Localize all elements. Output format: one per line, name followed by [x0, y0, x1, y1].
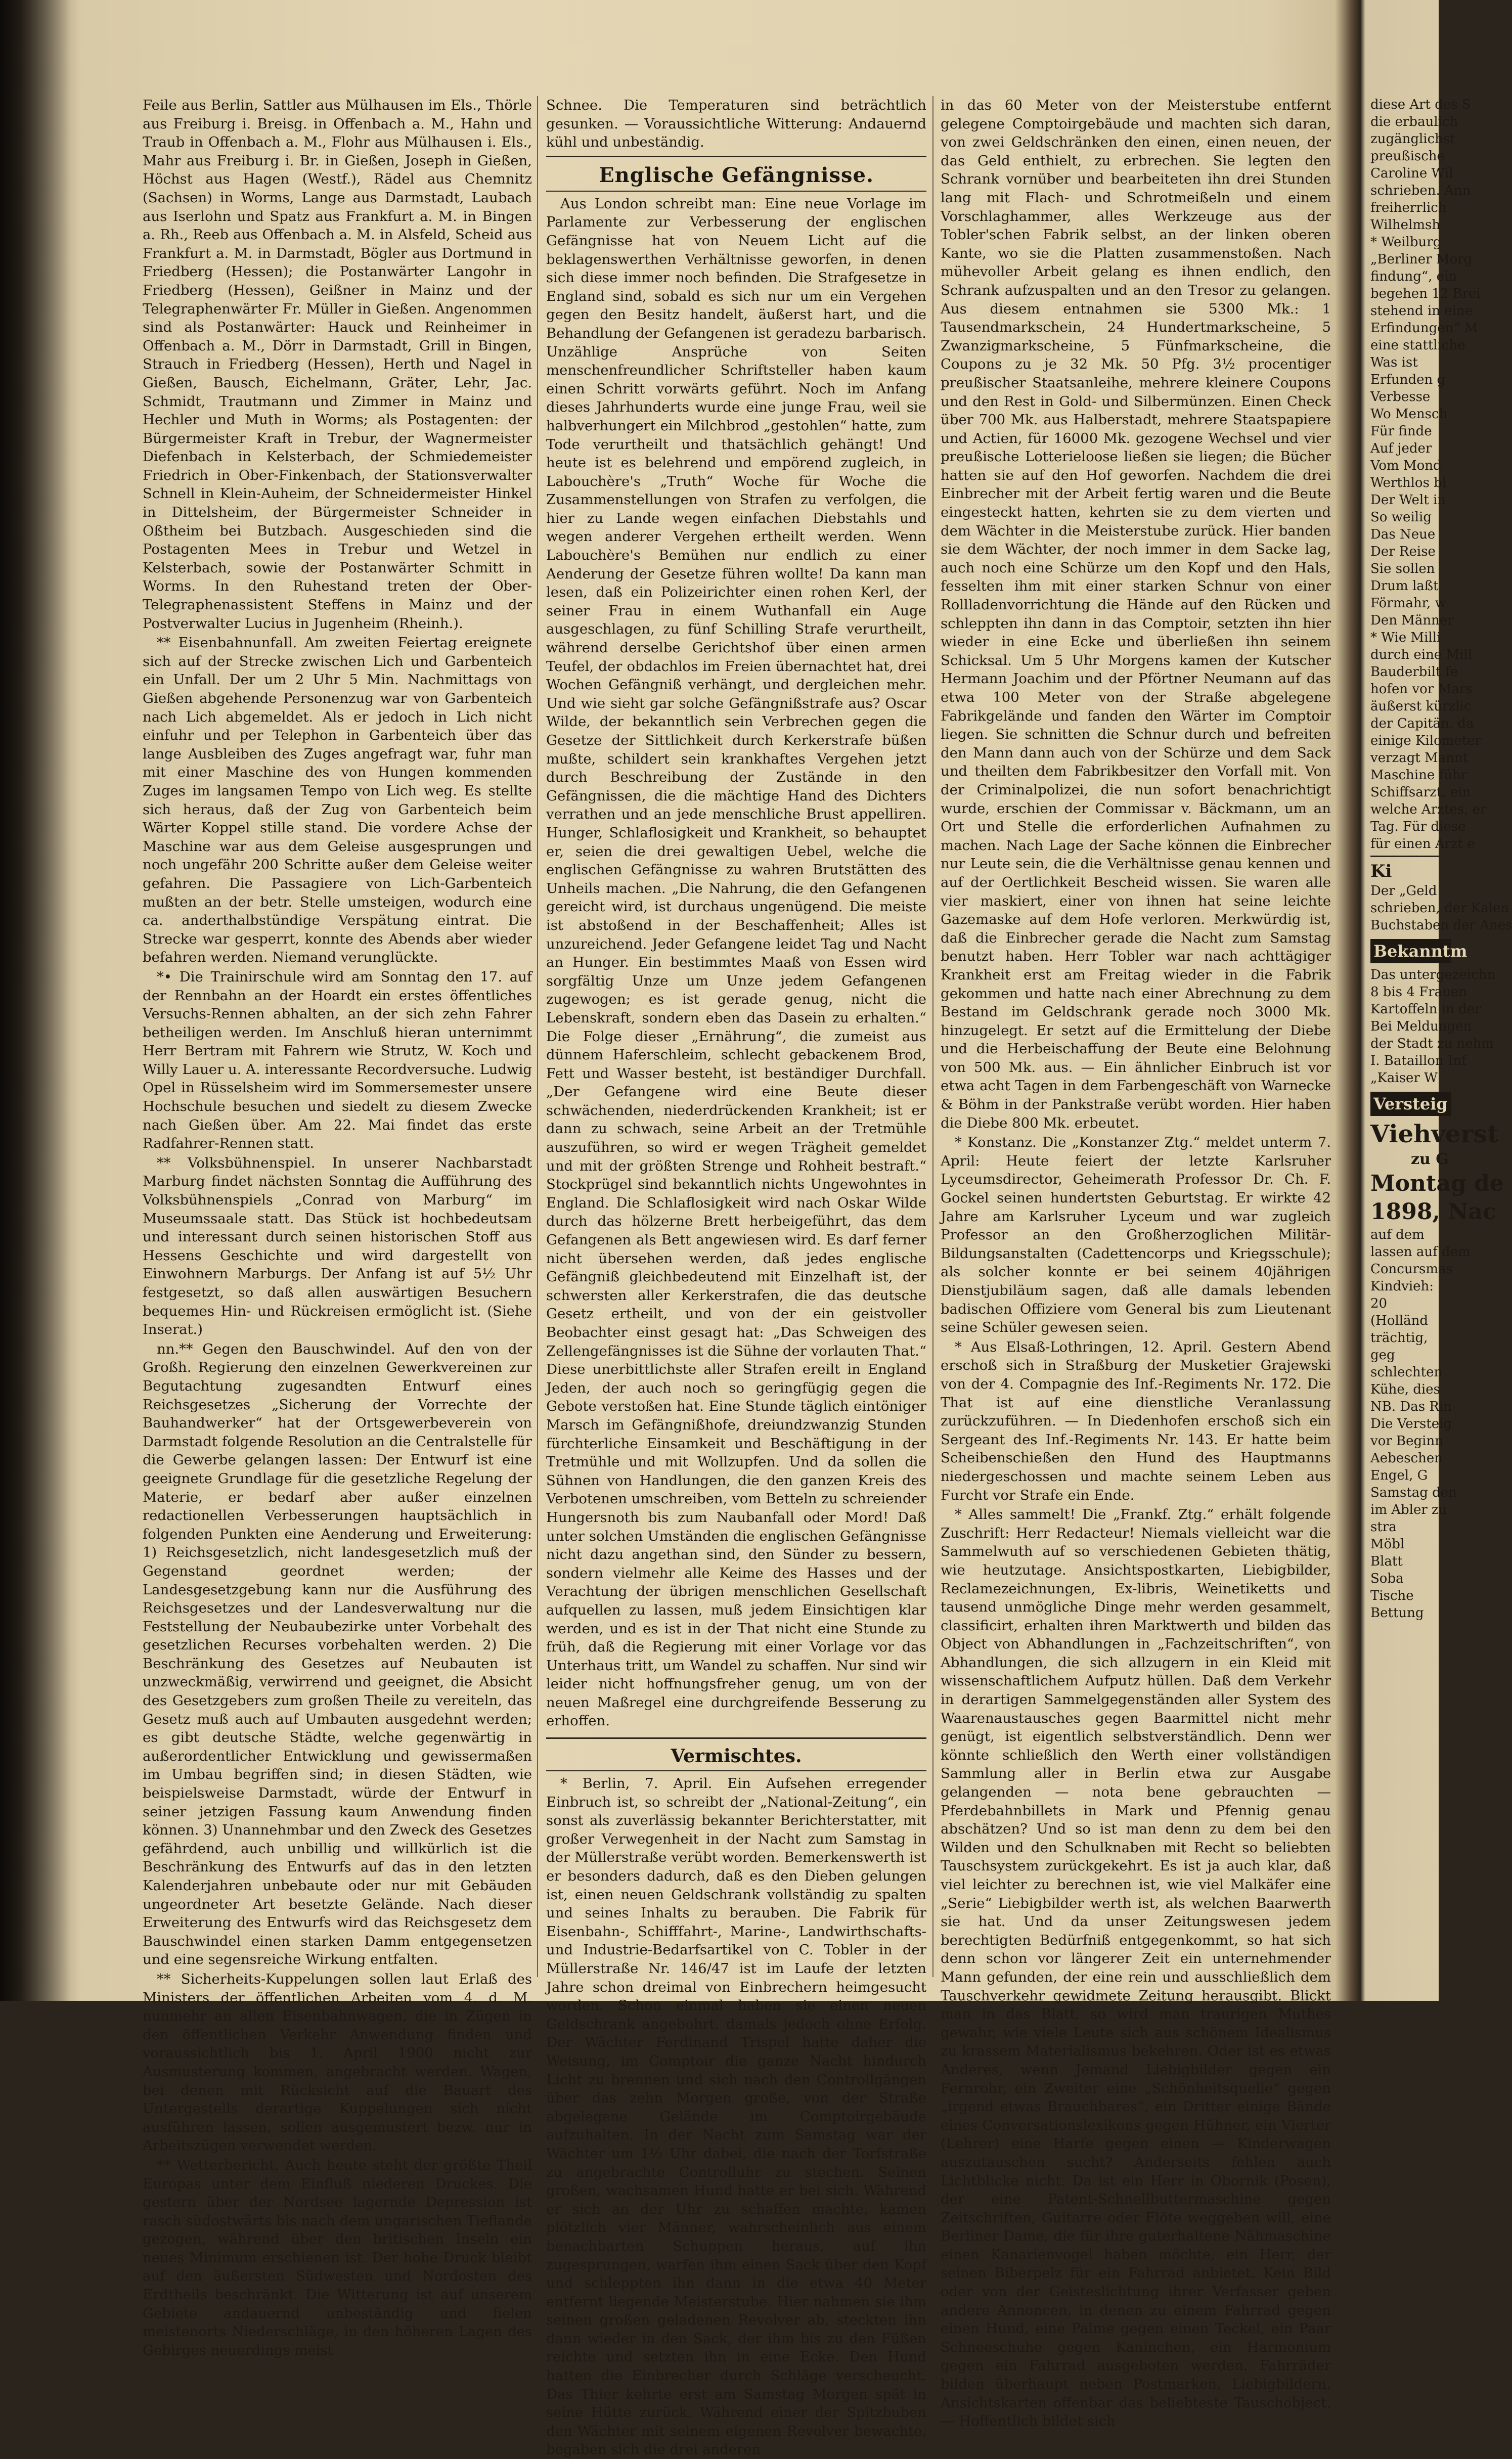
column-rule-1: [537, 96, 538, 1977]
edge-line: * Wie Milli: [1370, 630, 1441, 645]
edge-line: Vom Mond: [1370, 458, 1442, 473]
paragraph-construction-fraud: nn.** Gegen den Bauschwindel. Auf den von der Großh. Regierung den einzelnen Gewerkvereinen zur Begutachtung zugesandten Entwurf eines Reichsgesetzes „Sicherung der Vorrechte der Bauhandwerker“ hat der Ortsgewerbeverein von Darmstadt folgende Resolution an die Centralstelle für die Gewerbe gelangen lassen: Der Entwurf ist eine geeignete Grundlage für die gesetzliche Regelung der Materie, er bedarf aber außer einzelnen redactionellen Verbesserungen hauptsächlich in folgenden Punkten eine Aenderung und Erweiterung: 1) Reichsgesetzlich, nicht landesgesetzlich muß der Gegenstand geordnet werden; der Landesgesetzgebung kann nur die Ausführung des Reichsgesetzes und der Landesverwaltung nur die Feststellung der Neubaubezirke unter Vorbehalt des gesetzlichen Recurses vorbehalten werden. 2) Die Beschränkung des Gesetzes auf Neubauten ist unzweckmäßig, verwirrend und geeignet, die Absicht des Gesetzgebers zum großen Theile zu vereiteln, das Gesetz muß auch auf Umbauten ausgedehnt werden; es gibt deutsche Städte, welche gegenwärtig in außerordentlicher Entwicklung und gewissermaßen im Umbau begriffen sind; in diesen Städten, wie beispielsweise Darmstadt, würde der Entwurf in seiner jetzigen Fassung kaum Anwendung finden können. 3) Unannehmbar und den Zweck des Gesetzes gefährdend, auch unbillig und willkürlich ist die Beschränkung des Entwurfs auf das in den letzten Kalenderjahren unbebaute oder nur mit Gebäuden ungeordneter Art besetzte Gelände. Nach dieser Erweiterung des Entwurfs wird das Reichsgesetz dem Bauschwindel einen starken Damm entgegensetzen und eine segensreiche Wirkung entfalten.: [143, 1340, 532, 1968]
column-4-edge: [1370, 96, 1512, 1987]
edge-line: schrieben, der Kalen: [1370, 901, 1509, 916]
edge-line: Den Männer: [1370, 613, 1454, 628]
edge-line: Erfindungen“ M: [1370, 321, 1478, 336]
edge-line: Das untergezeichn: [1370, 967, 1496, 982]
edge-line: Soba: [1370, 1571, 1404, 1586]
edge-line: Für finde: [1370, 424, 1432, 439]
column-2: [546, 96, 926, 2458]
edge-line: stra: [1370, 1519, 1397, 1535]
edge-big-at: zu G: [1411, 1150, 1449, 1168]
heading-underline: [546, 191, 926, 192]
edge-line: verzagt Mannt: [1370, 750, 1469, 766]
heading-underline: [546, 1770, 926, 1771]
edge-big-livestock: Viehverst: [1370, 1120, 1498, 1148]
edge-notice-1: [1370, 966, 1496, 1087]
edge-line: lassen auf dem: [1370, 1244, 1471, 1260]
edge-line: der Stadt zu nehm: [1370, 1036, 1494, 1051]
edge-line: findung“, ein: [1370, 269, 1457, 284]
edge-line: Drum laßt: [1370, 578, 1439, 594]
page-gutter-shadow: [0, 0, 81, 2001]
paragraph-burglary-continued: in das 60 Meter von der Meisterstube entfernt gelegene Comptoirgebäude und machten sich daran, von zwei Geldschränken den einen, einen neuen, der das Geld enthielt, zu erbrechen. Sie legten den Schrank vornüber und bearbeiteten ihn drei Stunden lang mit Flach- und Schrotmeißeln und einem Vorschlaghammer, alles Werkzeuge aus der Tobler'schen Fabrik selbst, an der linken oberen Kante, wo sie die Platten zusammenstoßen. Nach mühevoller Arbeit gelang es ihnen endlich, den Schrank aufzuspalten und an den Tresor zu gelangen. Aus diesem entnahmen sie 5300 Mk.: 1 Tausendmarkschein, 24 Hundertmarkscheine, 5 Zwanzigmarkscheine, 5 Fünfmarkscheine, die Coupons zu je 32 Mk. 50 Pfg. 3½ procentiger preußischer Staatsanleihe, mehrere kleinere Coupons und den Rest in Gold- und Silbermünzen. Einen Check über 700 Mk. aus Halberstadt, mehrere Staatspapiere und Actien, für 16000 Mk. gezogene Wechsel und vier preußische Lotterieloose ließen sie liegen; die Bücher hatten sie auf den Hof geworfen. Nachdem die drei Einbrecher mit der Arbeit fertig waren und die Beute eingesteckt hatten, kehrten sie zu dem vierten und dem Wächter in die Meisterstube zurück. Hier banden sie dem Wächter, der noch immer in dem Sacke lag, auch noch eine Schürze um den Kopf und den Hals, fesselten ihm mit einer starken Schnur von einer Rollladenvorrichtung die Hände auf den Rücken und schleppten ihn dann in das Comptoir, setzten ihn hier wieder in eine Ecke und überließen ihn seinem Schicksal. Um 5 Uhr Morgens kamen der Kutscher Hermann Joachim und der Pförtner Neumann auf das etwa 100 Meter von der Straße abgelegene Fabrikgelände und fanden den Wärter im Comptoir liegen. Sie schnitten die Schnur durch und befreiten den Mann dann auch von der Schürze und dem Sack und theilten dem Fabrikbesitzer den Vorfall mit. Von der Criminalpolizei, die nun sofort benachrichtigt wurde, erschien der Commissar v. Bäckmann, um an Ort und Stelle die erforderlichen Aufnahmen zu machen. Nach Lage der Sache können die Einbrecher nur Leute sein, die die Verhältnisse genau kennen und auf der Oertlichkeit Bescheid wissen. Sie waren alle vier maskiert, einer von ihnen hat seine leichte Gazemaske auf dem Hofe verloren. Merkwürdig ist, daß die Einbrecher gerade die Nacht zum Samstag benutzt haben. Herr Tobler war nach achttägiger Krankheit erst am Freitag wieder in die Fabrik gekommen und hatte nach einer Abrechnung zu dem Bestand im Geldschrank gerade noch 3000 Mk. hinzugelegt. Er setzt auf die Ermittelung der Diebe und die Herbeischaffung der Beute eine Belohnung von 500 Mk. aus. — Ein ähnlicher Einbruch ist vor etwa acht Tagen in dem Farbengeschäft von Warnecke & Böhm in der Pankstraße verübt worden. Hier haben die Diebe 800 Mk. erbeutet.: [941, 97, 1331, 1131]
paragraph-safety-couplings: ** Sicherheits-Kuppelungen sollen laut Erlaß des Ministers der öffentlichen Arbeiten vom 4. d. M. nunmehr an allen Eisenbahnwagen, die in Zügen in den öffentlichen Verkehr Anwendung finden und voraussichtlich bis 1. April 1900 nicht zur Ausmusterung kommen, angebracht werden. Wagen, bei denen mit Rücksicht auf die Bauart des Untergestells derartige Kuppelungen sich nicht ausführen lassen, sollen ausgemustert bezw. nur in Arbeitszügen verwendet werden.: [143, 1971, 532, 2154]
edge-notice-2: [1370, 1226, 1471, 1622]
edge-line: Wilhelmsh: [1370, 217, 1441, 233]
edge-line: äußerst kürzlic: [1370, 699, 1472, 714]
edge-line: Tag. Für diese: [1370, 819, 1466, 834]
edge-line: der Capitän, da: [1370, 716, 1474, 731]
edge-line: geg: [1370, 1348, 1395, 1363]
edge-line: Was ist: [1370, 355, 1418, 370]
paragraph-weather-continued: Schnee. Die Temperaturen sind beträchtlich gesunken. — Voraussichtliche Witterung: Andauernd kühl und unbeständig.: [546, 97, 926, 151]
edge-line: 8 bis 4 Frauen: [1370, 985, 1467, 1000]
edge-line: 20: [1370, 1296, 1388, 1311]
paragraph-alsace-lorraine: * Aus Elsaß-Lothringen, 12. April. Gestern Abend erschoß sich in Straßburg der Musketier Grajewski von der 4. Compagnie des Inf.-Regiments Nr. 172. Die That ist auf eine dienstliche Veranlassung zurückzuführen. — In Diedenhofen erschoß sich ein Sergeant des Inf.-Regiments Nr. 143. Er hatte beim Scheibenschießen den Hund des Hauptmanns niedergeschossen und machte seinem Leben aus Furcht vor Strafe ein Ende.: [941, 1338, 1331, 1503]
edge-line: Tische: [1370, 1588, 1414, 1603]
edge-line: Wo Mensch: [1370, 407, 1448, 422]
edge-line: hofen vor Mars: [1370, 682, 1473, 697]
edge-line: durch eine Mill: [1370, 647, 1473, 662]
edge-line: Kartoffeln in der: [1370, 1002, 1481, 1017]
edge-text-lines: [1370, 96, 1487, 853]
edge-line: die erbaulich: [1370, 114, 1458, 129]
edge-line: freiherrlich: [1370, 200, 1447, 215]
edge-line: Auf jeder: [1370, 441, 1432, 456]
edge-big-monday: Montag de: [1370, 1171, 1504, 1196]
edge-line: Buchstaben der Anes: [1370, 918, 1512, 933]
edge-line: preußische: [1370, 149, 1445, 164]
edge-line: Maschine führ: [1370, 768, 1467, 783]
edge-line: Der Welt in: [1370, 493, 1446, 508]
section-divider: [546, 156, 926, 157]
edge-line: Bauderbilt fe: [1370, 664, 1458, 680]
edge-line: Der Reise: [1370, 544, 1436, 559]
edge-line: Werthlos bl: [1370, 475, 1447, 490]
edge-line: für einen Arzt e: [1370, 836, 1475, 852]
edge-line: Engel, G: [1370, 1468, 1428, 1483]
edge-banner-auction: Versteig: [1370, 1092, 1451, 1116]
edge-line: schrieben. Ann: [1370, 183, 1471, 198]
edge-line: Sie sollen: [1370, 561, 1435, 576]
paragraph-railway-accident: ** Eisenbahnunfall. Am zweiten Feiertag ereignete sich auf der Strecke zwischen Lich und Garbenteich ein Unfall. Der um 2 Uhr 5 Min. Nachmittags von Gießen abgehende Personenzug war von Garbenteich nach Lich abgemeldet. Als er jedoch in Lich nicht einfuhr und per Telephon in Garbenteich über das lange Ausbleiben des Zuges angefragt war, fuhr man mit einer Maschine des von Hungen kommenden Zuges im langsamen Tempo von Lich weg. Es stellte sich heraus, daß der Zug von Garbenteich beim Wärter Koppel stille stand. Die vordere Achse der Maschine war aus dem Geleise ausgesprungen und noch ungefähr 200 Schritte außer dem Geleise weiter gefahren. Die Passagiere von Lich-Garbenteich mußten an der betr. Stelle umsteigen, wodurch eine ca. anderthalbstündige Verspätung eintrat. Die Strecke war gesperrt, konnte des Abends aber wieder befahren werden. Niemand verunglückte.: [143, 635, 532, 966]
column-rule-2: [932, 96, 933, 1977]
edge-line: Bei Meldungen: [1370, 1019, 1472, 1034]
edge-line: Verbesse: [1370, 389, 1431, 405]
edge-line: Schiffsarzt, ein: [1370, 785, 1471, 800]
edge-line: Förmahr, w: [1370, 596, 1446, 611]
edge-line: Die Versteig: [1370, 1416, 1452, 1432]
edge-line: NB. Das Rin: [1370, 1399, 1452, 1414]
paragraph-training-school: *• Die Trainirschule wird am Sonntag den 17. auf der Rennbahn an der Hoardt ein erstes öffentliches Versuchs-Rennen abhalten, an der sich zehn Fahrer betheiligen werden. Im Anschluß hieran unternimmt Herr Bertram mit Fahrern wie Strutz, W. Koch und Willy Lauer u. A. interessante Recordversuche. Ludwig Opel in Rüsselsheim wird im Sommersemester unsere Hochschule besuchen und siedelt zu diesem Zwecke nach Gießen über. Am 22. Mai findet das erste Radfahrer-Rennen statt.: [143, 968, 532, 1152]
edge-line: Erfunden g: [1370, 372, 1446, 387]
paragraph-everyone-collects: * Alles sammelt! Die „Frankf. Ztg.“ erhält folgende Zuschrift: Herr Redacteur! Niemals vielleicht war die Sammelwuth auf so verschiedenen Gebieten thätig, wie heutzutage. Ansichtspostkarten, Liebigbilder, Reclamezeichnungen, Ex-libris, Weinetiketts und tausend unmögliche Dinge mehr werden gesammelt, classificirt, erhalten ihren Marktwerth und bilden das Object von Abhandlungen in „Fachzeitschriften“, von Abhandlungen, die sich allzugern in ein Kleid mit wissenschaftlichem Aufputz hüllen. Daß dem Verkehr in derartigen Sammelgegenständen aller System des Waarenaustausches gegen Baarmittel nicht mehr genügt, ist eigentlich selbstverständlich. Denn wer könnte schließlich den Werth einer vollständigen Sammlung aller in Berlin etwa zur Ausgabe gelangenden — nota bene gebrauchten — Pferdebahnbillets in Mark und Pfennig genau abschätzen? Und so ist man denn zu dem bei den Wilden und den Schulknaben mit Recht so beliebten Tauschsystem zurückgekehrt. Es ist ja auch klar, daß viel leichter zu berechnen ist, wie viel Malkäfer eine „Serie“ Liebigbilder werth ist, als welchen Baarwerth sie hat. Und da unser Zeitungswesen jedem berechtigten Bedürfniß entgegenkommt, so hat sich denn schon vor längerer Zeit ein unternehmender Mann gefunden, der eine rein und ausschließlich dem Tauschverkehr gewidmete Zeitung herausgibt. Blickt man in das Blatt, so wird man traurigen Muthes gewahr, wie viele Leute sich aus schönem Idealismus zu krassem Materialismus bekehren. Oder ist es etwas Anderes, wenn Jemand Liebigbilder gegen ein Fernrohr, ein Zweiter eine „Schönheitsquelle“ gegen „irgend etwas Brauchbares“, ein Dritter einige Bände eines Conversationslexikons gegen Hühner, ein Vierter (Lehrer) eine Harfe gegen einen — Kinderwagen auszutauschen sucht? Anderseits fehlen auch Lichtblicke nicht. Da ist ein Herr in Obornik (Posen), der eine Patent-Schnellbuttermaschine gegen Zeitschriften, Guitarre oder Flöte weggeben will, eine Berliner Dame, die für ihre guterhaltene Nähmaschine einen Kanarienvogel haben möchte, ein Herr, der seinen Biberpelz für ein Fahrrad anbietet. Kein Bild oder von der Geisteslichtung ihrer Verfasser geben andere Annoncen, in denen zu einem Fahrrad gegen einen Hund, eine Palme gegen einen Teckel, ein Paar Schneeschuhe gegen Kaninchen, ein Harmonium gegen ein Fahrrad ausgeboten werden. Fahrräder bilden überhaupt neben Postmarken, Liebigbildern, Ansichtskarten offenbar das beliebteste Tauschobject. — Hoffentlich bildet sich: [941, 1506, 1331, 2430]
edge-line: So weilig: [1370, 510, 1432, 525]
edge-line: schlechten: [1370, 1365, 1443, 1380]
edge-line: Möbl: [1370, 1537, 1405, 1552]
edge-line: Samstag den: [1370, 1485, 1457, 1500]
edge-line: trächtig,: [1370, 1330, 1428, 1346]
edge-heading-k: Ki: [1370, 861, 1392, 881]
edge-line: Kühe, dies: [1370, 1382, 1440, 1397]
edge-line: welche Arztes, er: [1370, 802, 1487, 817]
heading-english-prisons: Englische Gefängnisse.: [599, 163, 874, 187]
edge-big-year: 1898, Nac: [1370, 1199, 1496, 1225]
edge-line: Concursmas: [1370, 1262, 1453, 1277]
paragraph-postal-staff: Feile aus Berlin, Sattler aus Mülhausen im Els., Thörle aus Freiburg i. Breisg. in Offenbach a. M., Hahn und Traub in Offenbach a. M., Flohr aus Mülhausen i. Els., Mahr aus Freiburg i. Br. in Gießen, Joseph in Gießen, Höchst aus Hagen (Westf.), Rädel aus Chemnitz (Sachsen) in Worms, Lange aus Darmstadt, Laubach aus Iserlohn und Spatz aus Frankfurt a. M. in Bingen a. Rh., Reeb aus Offenbach a. M. in Alsfeld, Scheid aus Frankfurt a. M. in Darmstadt, Bögler aus Dortmund in Friedberg (Hessen); die Postanwärter Langohr in Friedberg (Hessen), Geißner in Mainz und der Telegraphenwärter Fr. Müller in Gießen. Angenommen sind als Postanwärter: Hauck und Reinheimer in Offenbach a. M., Dörr in Darmstadt, Grill in Bingen, Strauch in Friedberg (Hessen), Herth und Nagel in Gießen, Bausch, Eichelmann, Gräter, Lehr, Jac. Schmidt, Trautmann und Zimmer in Mainz und Hechler und Muth in Worms; als Postagenten: der Bürgermeister Kraft in Trebur, der Wagnermeister Diefenbach in Kelsterbach, der Schmiedemeister Friedrich in Ober-Finkenbach, der Stationsverwalter Schnell in Klein-Auheim, der Schneidermeister Hinkel in Dittelsheim, der Bürgermeister Schneider in Oßtheim bei Butzbach. Ausgeschieden sind die Postagenten Mees in Trebur und Wetzel in Kelsterbach, sowie der Postanwärter Schmitt in Worms. In den Ruhestand treten der Ober-Telegraphenassistent Steffens in Mainz und der Postverwalter Lucius in Jugenheim (Rheinh.).: [143, 97, 532, 632]
edge-line: Blatt: [1370, 1554, 1403, 1569]
edge-sub-k-lines: [1370, 882, 1512, 934]
paragraph-weather-report: ** Wetterbericht. Auch heute steht der größte Theil Europas unter dem Einfluß niederen Druckes. Die gestern über der Nordsee lagernde Depression ist rasch südostwärts bis nach dem ungarischen Tieflande gezogen, während über den britischen Inseln ein neues Minimum erschienen ist. Der hohe Druck bleibt auf den äußersten Südwesten und Nordosten des Erdtheils beschränkt. Die Witterung ist auf unserem Gebiete andauernd unbeständig und fielen meistenorts Niederschläge, in den höheren Lagen des Gebirges neuerdings meist: [143, 2157, 532, 2358]
edge-line: Kindvieh:: [1370, 1279, 1434, 1294]
edge-line: auf dem: [1370, 1227, 1425, 1242]
edge-banner-notices: Bekanntm: [1370, 939, 1451, 963]
edge-line: Caroline Wil: [1370, 166, 1453, 181]
edge-line: „Kaiser W: [1370, 1070, 1438, 1086]
section-divider: [546, 1737, 926, 1739]
column-1: [143, 96, 532, 2358]
edge-line: eine stattliche: [1370, 338, 1465, 353]
edge-line: stehend in eine: [1370, 303, 1473, 319]
paragraph-english-prisons: Aus London schreibt man: Eine neue Vorlage im Parlamente zur Verbesserung der englischen Gefängnisse hat von Neuem Licht auf die beklagenswerthen Verhältnisse geworfen, in denen sich diese immer noch befinden. Die Strafgesetze in England sind, sobald es sich nur um ein Vergehen gegen den Besitz handelt, äußerst hart, und die Behandlung der Gefangenen ist geradezu barbarisch. Unzählige Ansprüche von Seiten menschenfreundlicher Schriftsteller haben kaum einen Schritt vorwärts geführt. Noch im Anfang dieses Jahrhunderts wurde eine junge Frau, weil sie halbverhungert ein Milchbrod „gestohlen“ hatte, zum Tode verurtheilt und thatsächlich gehängt! Und heute ist es belehrend und empörend zugleich, in Labouchère's „Truth“ Woche für Woche die Zusammenstellungen von Strafen zu verfolgen, die hier zu Lande wegen einfachen Diebstahls und wegen anderer Vergehen ertheilt werden. Wenn Labouchère's Bemühen nur endlich zu einer Aenderung der Gesetze führen wollte! Da kann man lesen, daß ein Polizeirichter einen rohen Kerl, der seiner Frau in einem Wuthanfall ein Auge ausgeschlagen, zu fünf Schilling Strafe verurtheilt, während derselbe Gerichtshof über einen armen Teufel, der obdachlos im Freien übernachtet hat, drei Wochen Gefängniß verhängt, und dergleichen mehr. Und wie sieht gar solche Gefängnißstrafe aus? Oscar Wilde, der bekanntlich sein Verbrechen gegen die Gesetze der Sittlichkeit durch Kerkerstrafe büßen mußte, schildert sein krankhaftes Vergehen jetzt durch Beschreibung der Zustände in den Gefängnissen, die die mächtige Hand des Dichters verrathen und an jede menschliche Brust appelliren. Hunger, Schlaflosigkeit und Krankheit, so behauptet er, seien die drei gewaltigen Uebel, welche die englischen Gefängnisse zu wahren Brutstätten des Unheils machen. „Die Nahrung, die den Gefangenen gereicht wird, ist durchaus ungenügend. Die meiste ist abstoßend in der Beschaffenheit; Alles ist unzureichend. Jeder Gefangene leidet Tag und Nacht an Hunger. Ein bestimmtes Maaß von Essen wird sorgfältig Unze um Unze jedem Gefangenen zugewogen; es ist gerade genug, nicht die Lebenskraft, sondern eben das Dasein zu erhalten.“ Die Folge dieser „Ernährung“, die zumeist aus dünnem Haferschleim, schlecht gebackenem Brod, Fett und Wasser besteht, ist beständiger Durchfall. „Der Gefangene wird eine Beute dieser schwächenden, niederdrückenden Krankheit; ist er dann zu schwach, seine Arbeit an der Tretmühle auszuführen, so wird er wegen Trägheit gemeldet und mit der größten Strenge und Rohheit bestraft.“ Stockprügel sind bekanntlich nichts Ungewohntes in England. Die Schlaflosigkeit wird nach Oskar Wilde durch das hölzerne Brett herbeigeführt, das dem Gefangenen als Bett angewiesen wird. Es darf ferner nicht übersehen werden, daß jedes englische Gefängniß gleichbedeutend mit Einzelhaft ist, der schwersten aller Kerkerstrafen, die das deutsche Gesetz ertheilt, und von der ein geistvoller Beobachter einst gesagt hat: „Das Schweigen des Zellengefängnisses ist die Sühne der vorlauten That.“ Diese unerbittlichste aller Strafen ereilt in England Jeden, der auch noch so geringfügig gegen die Gebote verstoßen hat. Eine Stunde täglich eintöniger Marsch im Gefängnißhofe, dreiundzwanzig Stunden fürchterliche Einsamkeit und Beschäftigung in der Tretmühle und mit Wollzupfen. Und da sollen die Sühnen von Handlungen, die den ganzen Kreis des Verbotenen umschreiben, vom Betteln zu schreiender Hungersnoth bis zum Naubanfall oder Mord! Daß unter solchen Umständen die englischen Gefängnisse nicht dazu angethan sind, den Sünder zu bessern, sondern vielmehr alle Keime des Hasses und der Verachtung der übrigen menschlichen Gesellschaft aufquellen zu lassen, muß jedem Einsichtigen klar werden, und es ist in der That nicht eine Stunde zu früh, daß die Regierung mit einer Vorlage vor das Unterhaus tritt, um Wandel zu schaffen. Nur sind wir leider nicht hoffnungsfreher genug, um von der neuen Maßregel eine durchgreifende Besserung zu erhoffen.: [546, 195, 926, 1729]
edge-line: zugänglichst: [1370, 131, 1455, 147]
edge-line: im Abler zu: [1370, 1502, 1447, 1517]
column-3: [941, 96, 1331, 2430]
edge-line: begehen 12 Brei: [1370, 286, 1481, 301]
heading-miscellaneous: Vermischtes.: [671, 1746, 802, 1767]
edge-line: Der „Geld: [1370, 883, 1437, 899]
paragraph-konstanz: * Konstanz. Die „Konstanzer Ztg.“ meldet unterm 7. April: Heute feiert der letzte Karlsruher Lyceumsdirector, Geheimerath Professor Dr. Ch. F. Gockel seinen hundertsten Geburtstag. Er wirkte 42 Jahre am Karlsruher Lyceum und war zugleich Professor an den Großherzoglichen Militär-Bildungsanstalten (Cadettencorps und Kriegsschule); als solcher konnte er bei seinem 40jährigen Dienstjubiläum sagen, daß alle damals lebenden badischen Offiziere vom General bis zum Lieutenant seine Schüler gewesen seien.: [941, 1134, 1331, 1336]
edge-line: I. Bataillon Inf: [1370, 1053, 1466, 1068]
edge-line: (Holländ: [1370, 1313, 1428, 1328]
paragraph-folk-play: ** Volksbühnenspiel. In unserer Nachbarstadt Marburg findet nächsten Sonntag die Aufführung des Volksbühnenspiels „Conrad von Marburg“ im Museumssaale statt. Das Stück ist hochbedeutsam und interessant durch seinen historischen Stoff aus Hessens Geschichte und wird dargestellt von Einwohnern Marburgs. Der Anfang ist auf 5½ Uhr festgesetzt, so daß allen auswärtigen Besuchern bequemes Hin- und Rückreisen ermöglicht ist. (Siehe Inserat.): [143, 1154, 532, 1338]
paragraph-berlin-burglary: * Berlin, 7. April. Ein Aufsehen erregender Einbruch ist, so schreibt der „National-Zeitung“, ein sonst als zuverlässig bekannter Berichterstatter, mit großer Verwegenheit in der Nacht zum Samstag in der Müllerstraße verübt worden. Bemerkenswerth ist er besonders dadurch, daß es den Dieben gelungen ist, einen neuen Geldschrank vollständig zu spalten und seines Inhalts zu berauben. Die Fabrik für Eisenbahn-, Schifffahrt-, Marine-, Landwirthschafts- und Industrie-Bedarfsartikel von C. Tobler in der Müllerstraße Nr. 146/47 ist im Laufe der letzten Jahre schon dreimal von Einbrechern heimgesucht worden. Schon einmal haben sie einen neuen Geldschrank angebohrt, damals jedoch ohne Erfolg. Der Wächter Ferdinand Trispel hatte daher die Weisung, im Comptoir die ganze Nacht hindurch Licht zu brennen und sich nach den Controllgängen über das zehn Morgen große, von der Straße abgelegene Gelände im Comptoirgebäude aufzuhalten. In der Nacht zum Samstag war der Wächter um 1½ Uhr dabei, die nach der Torfstraße zu angebrachte Controlluhr zu stechen. Seinen großen, wachsamen Hund hatte er bei sich. Während er sich an der Uhr zu schaffen machte, kamen plötzlich vier Männer, wahrscheinlich aus einem benachbarten Schuppen heraus, auf ihn zugesprungen, warfen ihm einen Sack über den Kopf und schleppten ihn dann in die etwa 40 Meter entfernt liegende Meisterstube. Hier nahmen sie ihm seinen großen geladenen Revolver ab, steckten ihn dann wieder in den Sack, der ihm bis zu den Füßen reichte und setzten ihn in eine Ecke. Den Hund hatten die Einbrecher durch Schläge verscheucht. Das Thier kehrte erst am Samstag Morgen spät in seine Hütte zurück. Während einer der Spitzbuben den Wächter mit seinem eigenen Revolver bewachte, begaben sich die drei anderen: [546, 1775, 926, 2458]
edge-line: „Berliner Morg: [1370, 252, 1473, 267]
edge-line: diese Art des S: [1370, 97, 1471, 112]
edge-line: * Weilburg: [1370, 235, 1442, 250]
edge-line: einige Kilometer: [1370, 733, 1482, 748]
edge-line: Das Neue: [1370, 527, 1436, 542]
edge-line: vor Beginn: [1370, 1434, 1443, 1449]
edge-line: Bettung: [1370, 1605, 1424, 1621]
edge-line: Aebeschen: [1370, 1451, 1443, 1466]
